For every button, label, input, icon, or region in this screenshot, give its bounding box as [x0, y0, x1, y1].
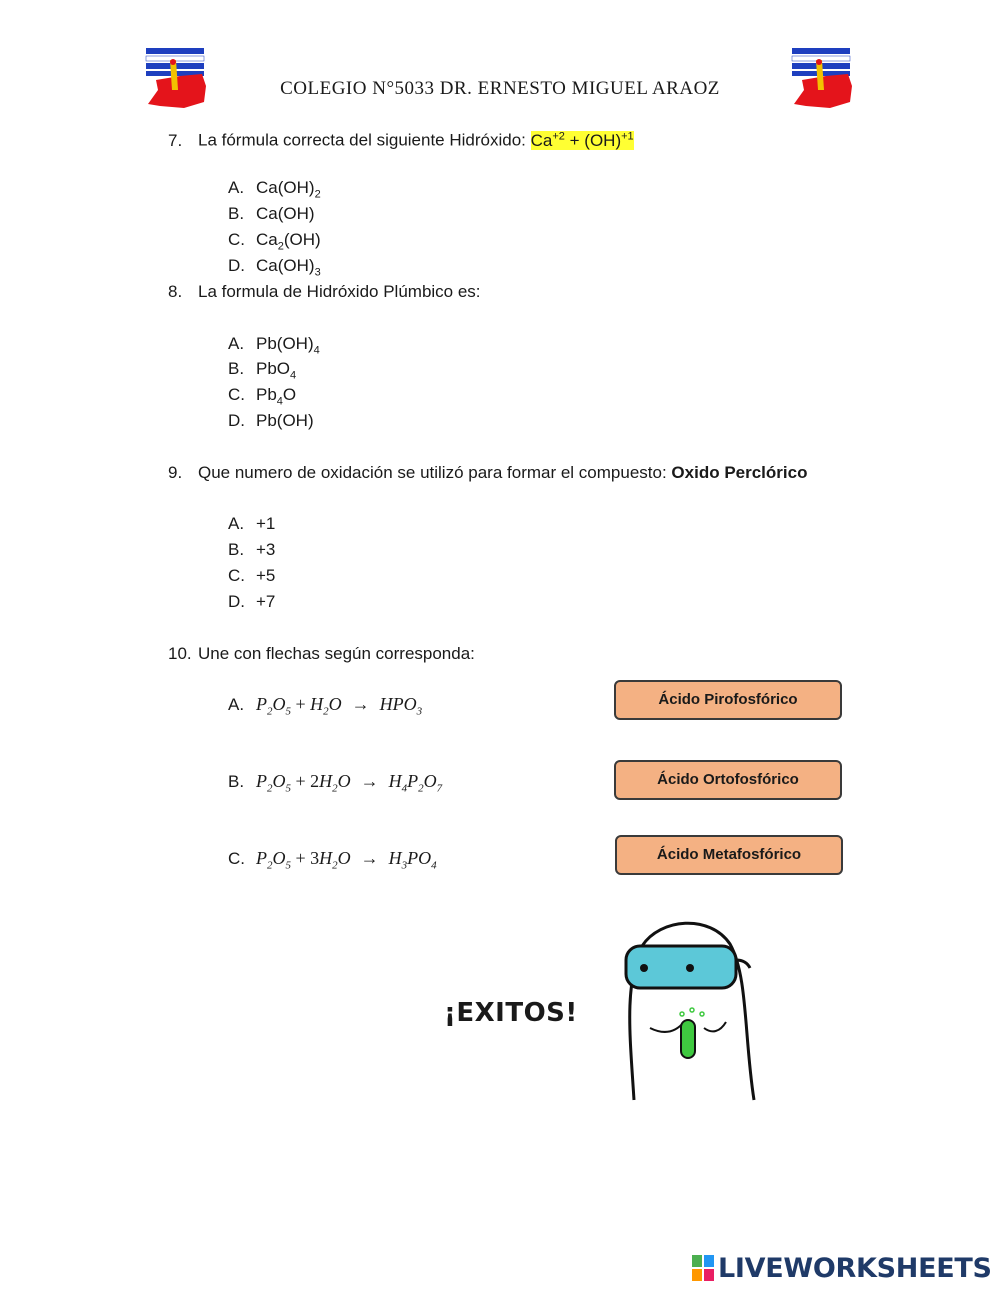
option-8d[interactable]: D. Pb(OH) — [228, 411, 314, 430]
question-10: 10. Une con flechas según corresponda: — [168, 644, 475, 663]
question-8: 8. La formula de Hidróxido Plúmbico es: — [168, 282, 481, 301]
question-9-compound: Oxido Perclórico — [671, 463, 808, 482]
school-title: COLEGIO N°5033 DR. ERNESTO MIGUEL ARAOZ — [280, 78, 720, 99]
option-8b[interactable]: B. PbO$_4$ — [228, 359, 297, 382]
option-9d[interactable]: D. +7 — [228, 592, 276, 611]
option-7a[interactable]: A. $Ca(OH)_2$ — [228, 178, 321, 201]
match-box-pirofosforico[interactable]: Ácido Pirofosfórico — [614, 680, 842, 720]
match-box-ortofosforico[interactable]: Ácido Ortofosfórico — [614, 760, 842, 800]
equation-c[interactable]: C. $P_2O_5 + 3H_2O \to H_3PO_4$ — [228, 848, 437, 872]
exitos-text: ¡EXITOS! — [444, 998, 578, 1028]
scientist-cartoon-illustration — [612, 916, 762, 1102]
question-7-highlight: $Ca^{+2} + (OH)^{+1}$ — [530, 130, 634, 150]
option-9b[interactable]: B. +3 — [228, 540, 276, 559]
option-8a[interactable]: A. $Pb(OH)_4$ — [228, 334, 320, 357]
question-7: 7. La fórmula correcta del siguiente Hidróxido: $Ca^{+2} + (OH)^{+1}$ — [168, 130, 634, 150]
option-9a[interactable]: A. +1 — [228, 514, 276, 533]
option-8c[interactable]: C. $Pb_4O$ — [228, 385, 297, 408]
equation-b[interactable]: B. $P_2O_5 + 2H_2O \to H_4P_2O_7$ — [228, 771, 443, 795]
liveworksheets-icon — [692, 1255, 714, 1281]
question-7-text: La fórmula correcta del siguiente Hidróxido: — [198, 130, 531, 150]
option-7c[interactable]: C. $Ca_2(OH)$ — [228, 230, 321, 253]
equation-a[interactable]: A. $P_2O_5 + H_2O \to HPO_3$ — [228, 694, 423, 718]
option-7b[interactable]: B. Ca(OH) — [228, 204, 315, 223]
option-7d[interactable]: D. $Ca(OH)_3$ — [228, 256, 321, 279]
option-9c[interactable]: C. +5 — [228, 566, 276, 585]
liveworksheets-logo[interactable]: LIVEWORKSHEETS — [692, 1253, 992, 1284]
match-box-metafosforico[interactable]: Ácido Metafosfórico — [615, 835, 843, 875]
question-9: 9. Que numero de oxidación se utilizó para formar el compuesto: Oxido Perclórico — [168, 463, 808, 482]
